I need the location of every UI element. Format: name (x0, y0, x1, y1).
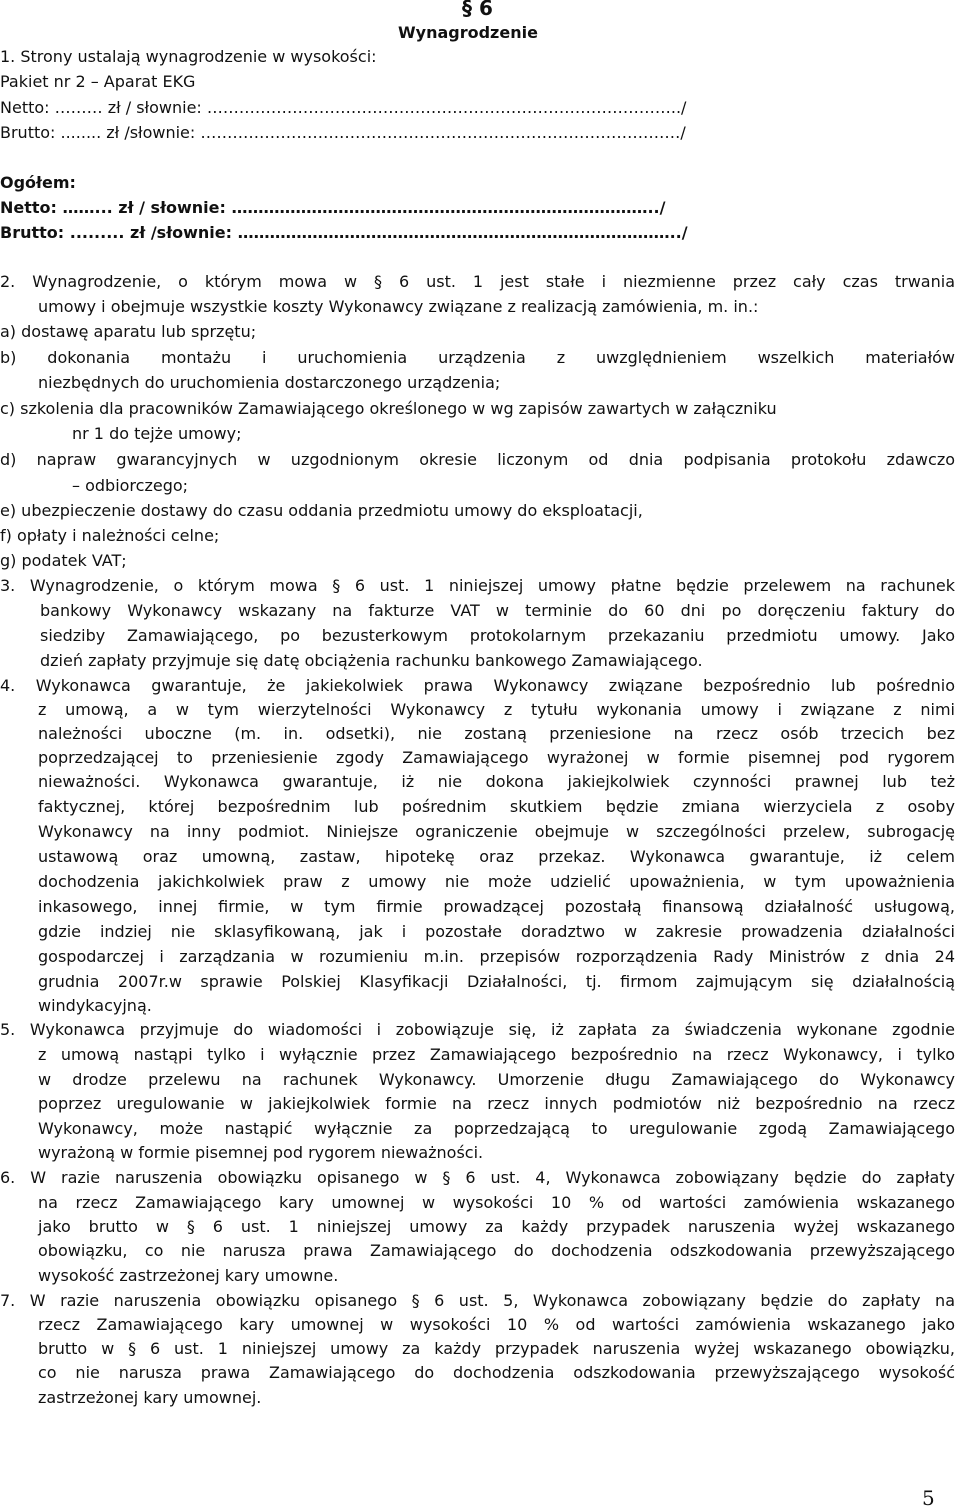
page-number: 5 (922, 1486, 935, 1510)
text-line: Wykonawcy na inny podmiot. Niniejsze ograniczenie obejmuje w szczególności przelew, subrogację (38, 822, 955, 841)
text-line: gospodarczej i zarządzania w rozumieniu m.in. przepisów rozporządzenia Rady Ministrów z dnia 24 (38, 947, 955, 966)
text-line: 7. W razie naruszenia obowiązku opisanego § 6 ust. 5, Wykonawca zobowiązany będzie do zapłaty na (0, 1291, 955, 1310)
text-line: nieważności. Wykonawca gwarantuje, iż nie dokona jakiejkolwiek czynności prawnej lub też (38, 772, 955, 791)
text-line: poprzez uregulowanie w jakiejkolwiek formie na rzecz innych podmiotów niż bezpośrednio na rzecz (38, 1094, 955, 1113)
text-line: z umową nastąpi tylko i wyłącznie przez Zamawiającego bezpośrednio na rzecz Wykonawcy, i tylko (38, 1045, 955, 1064)
text-line: – odbiorczego; (72, 476, 189, 495)
text-line: poprzedzającej to przeniesienie zgody Zamawiającego wyrażonej w formie pisemnej pod rygorem (38, 748, 955, 767)
text-line: gdzie indziej nie sklasyfikowaną, jak i pozostałe doradztwo w zakresie prowadzenia działalności (38, 922, 955, 941)
text-line: Brutto: ........ zł /słownie: ………………………………………………………………………………/ (0, 123, 686, 142)
section-number: § 6 (462, 0, 493, 20)
text-line: z umową, a w tym wierzytelności Wykonawcy z tytułu wykonania umowy i związane z nimi (38, 700, 955, 719)
text-line: niezbędnych do uruchomienia dostarczonego urządzenia; (38, 373, 501, 392)
text-line: 5. Wykonawca przyjmuje do wiadomości i zobowiązuje się, iż zapłata za świadczenia wykonane zgodnie (0, 1020, 955, 1039)
text-line: rzecz Zamawiającego kary umownej w wysokości 10 % od wartości zamówienia wskazanego jako (38, 1315, 955, 1334)
section-title: Wynagrodzenie (398, 23, 538, 42)
text-line: umowy i obejmuje wszystkie koszty Wykonawcy związane z realizacją zamówienia, m. in.: (38, 297, 759, 316)
text-line: Wykonawcy, może nastąpić wyłącznie za poprzedzającą to uregulowanie zgodą Zamawiającego (38, 1119, 955, 1138)
text-line: Netto: ……... zł / słownie: ……………………………………………………………………../ (0, 198, 666, 217)
text-line: brutto w § 6 ust. 1 niniejszej umowy za każdy przypadek naruszenia wyżej wskazanego obowiązku, (38, 1339, 955, 1358)
text-line: siedziby Zamawiającego, po bezusterkowym protokolarnym przekazaniu przedmiotu umowy. Jako (40, 626, 955, 645)
text-line: c) szkolenia dla pracowników Zamawiającego określonego w wg zapisów zawartych w załączniku (0, 399, 777, 418)
text-line: należności uboczne (m. in. odsetki), nie zostaną przeniesione na rzecz osób trzecich bez (38, 724, 955, 743)
text-line: 2. Wynagrodzenie, o którym mowa w § 6 ust. 1 jest stałe i niezmienne przez cały czas trwania (0, 272, 955, 291)
text-line: 6. W razie naruszenia obowiązku opisanego w § 6 ust. 4, Wykonawca zobowiązany będzie do zapłaty (0, 1168, 955, 1187)
text-line: 4. Wykonawca gwarantuje, że jakiekolwiek prawa Wykonawcy związane bezpośrednio lub pośrednio (0, 676, 955, 695)
text-line: Ogółem: (0, 173, 76, 192)
text-line: w drodze przelewu na rachunek Wykonawcy. Umorzenie długu Zamawiającego do Wykonawcy (38, 1070, 955, 1089)
text-line: Netto: ……… zł / słownie: ……………………………………………………………………………../ (0, 98, 687, 117)
text-line: e) ubezpieczenie dostawy do czasu oddania przedmiotu umowy do eksploatacji, (0, 501, 643, 520)
text-line: bankowy Wykonawcy wskazany na fakturze VAT w terminie do 60 dni po doręczeniu faktury do (40, 601, 955, 620)
text-line: Brutto: ......... zł /słownie: ………………………………………………………………………../ (0, 223, 688, 242)
text-line: dzień zapłaty przyjmuje się datę obciążenia rachunku bankowego Zamawiającego. (40, 651, 703, 670)
text-line: dochodzenia jakichkolwiek praw z umowy nie może udzielić upoważnienia, w tym upoważnienia (38, 872, 955, 891)
text-line: co nie narusza prawa Zamawiającego do dochodzenia odszkodowania przewyższającego wysokość (38, 1363, 955, 1382)
text-line: inkasowego, innej firmie, w tym firmie prowadzącej pozostałą finansową działalność usługową, (38, 897, 955, 916)
text-line: 1. Strony ustalają wynagrodzenie w wysokości: (0, 47, 377, 66)
text-line: f) opłaty i należności celne; (0, 526, 220, 545)
text-line: jako brutto w § 6 ust. 1 niniejszej umowy za każdy przypadek naruszenia wyżej wskazanego (38, 1217, 955, 1236)
text-line: 3. Wynagrodzenie, o którym mowa § 6 ust. 1 niniejszej umowy płatne będzie przelewem na rachunek (0, 576, 955, 595)
text-line: windykacyjną. (38, 996, 152, 1015)
text-line: wyrażoną w formie pisemnej pod rygorem nieważności. (38, 1143, 484, 1162)
text-line: faktycznej, której bezpośrednim lub pośrednim skutkiem będzie zmiana wierzyciela z osoby (38, 797, 955, 816)
text-line: wysokość zastrzeżonej kary umowne. (38, 1266, 339, 1285)
text-line: d) napraw gwarancyjnych w uzgodnionym okresie liczonym od dnia podpisania protokołu zdawczo (0, 450, 955, 469)
text-line: Pakiet nr 2 – Aparat EKG (0, 72, 196, 91)
text-line: nr 1 do tejże umowy; (72, 424, 242, 443)
text-line: b) dokonania montażu i uruchomienia urządzenia z uwzględnieniem wszelkich materiałów (0, 348, 955, 367)
text-line: grudnia 2007r.w sprawie Polskiej Klasyfikacji Działalności, tj. firmom zajmującym się działalnością (38, 972, 955, 991)
text-line: obowiązku, co nie narusza prawa Zamawiającego do dochodzenia odszkodowania przewyższającego (38, 1241, 955, 1260)
text-line: na rzecz Zamawiającego kary umownej w wysokości 10 % od wartości zamówienia wskazanego (38, 1193, 955, 1212)
text-line: zastrzeżonej kary umownej. (38, 1388, 262, 1407)
text-line: g) podatek VAT; (0, 551, 127, 570)
text-line: a) dostawę aparatu lub sprzętu; (0, 322, 257, 341)
text-line: ustawową oraz umowną, zastaw, hipotekę oraz przekaz. Wykonawca gwarantuje, iż celem (38, 847, 955, 866)
